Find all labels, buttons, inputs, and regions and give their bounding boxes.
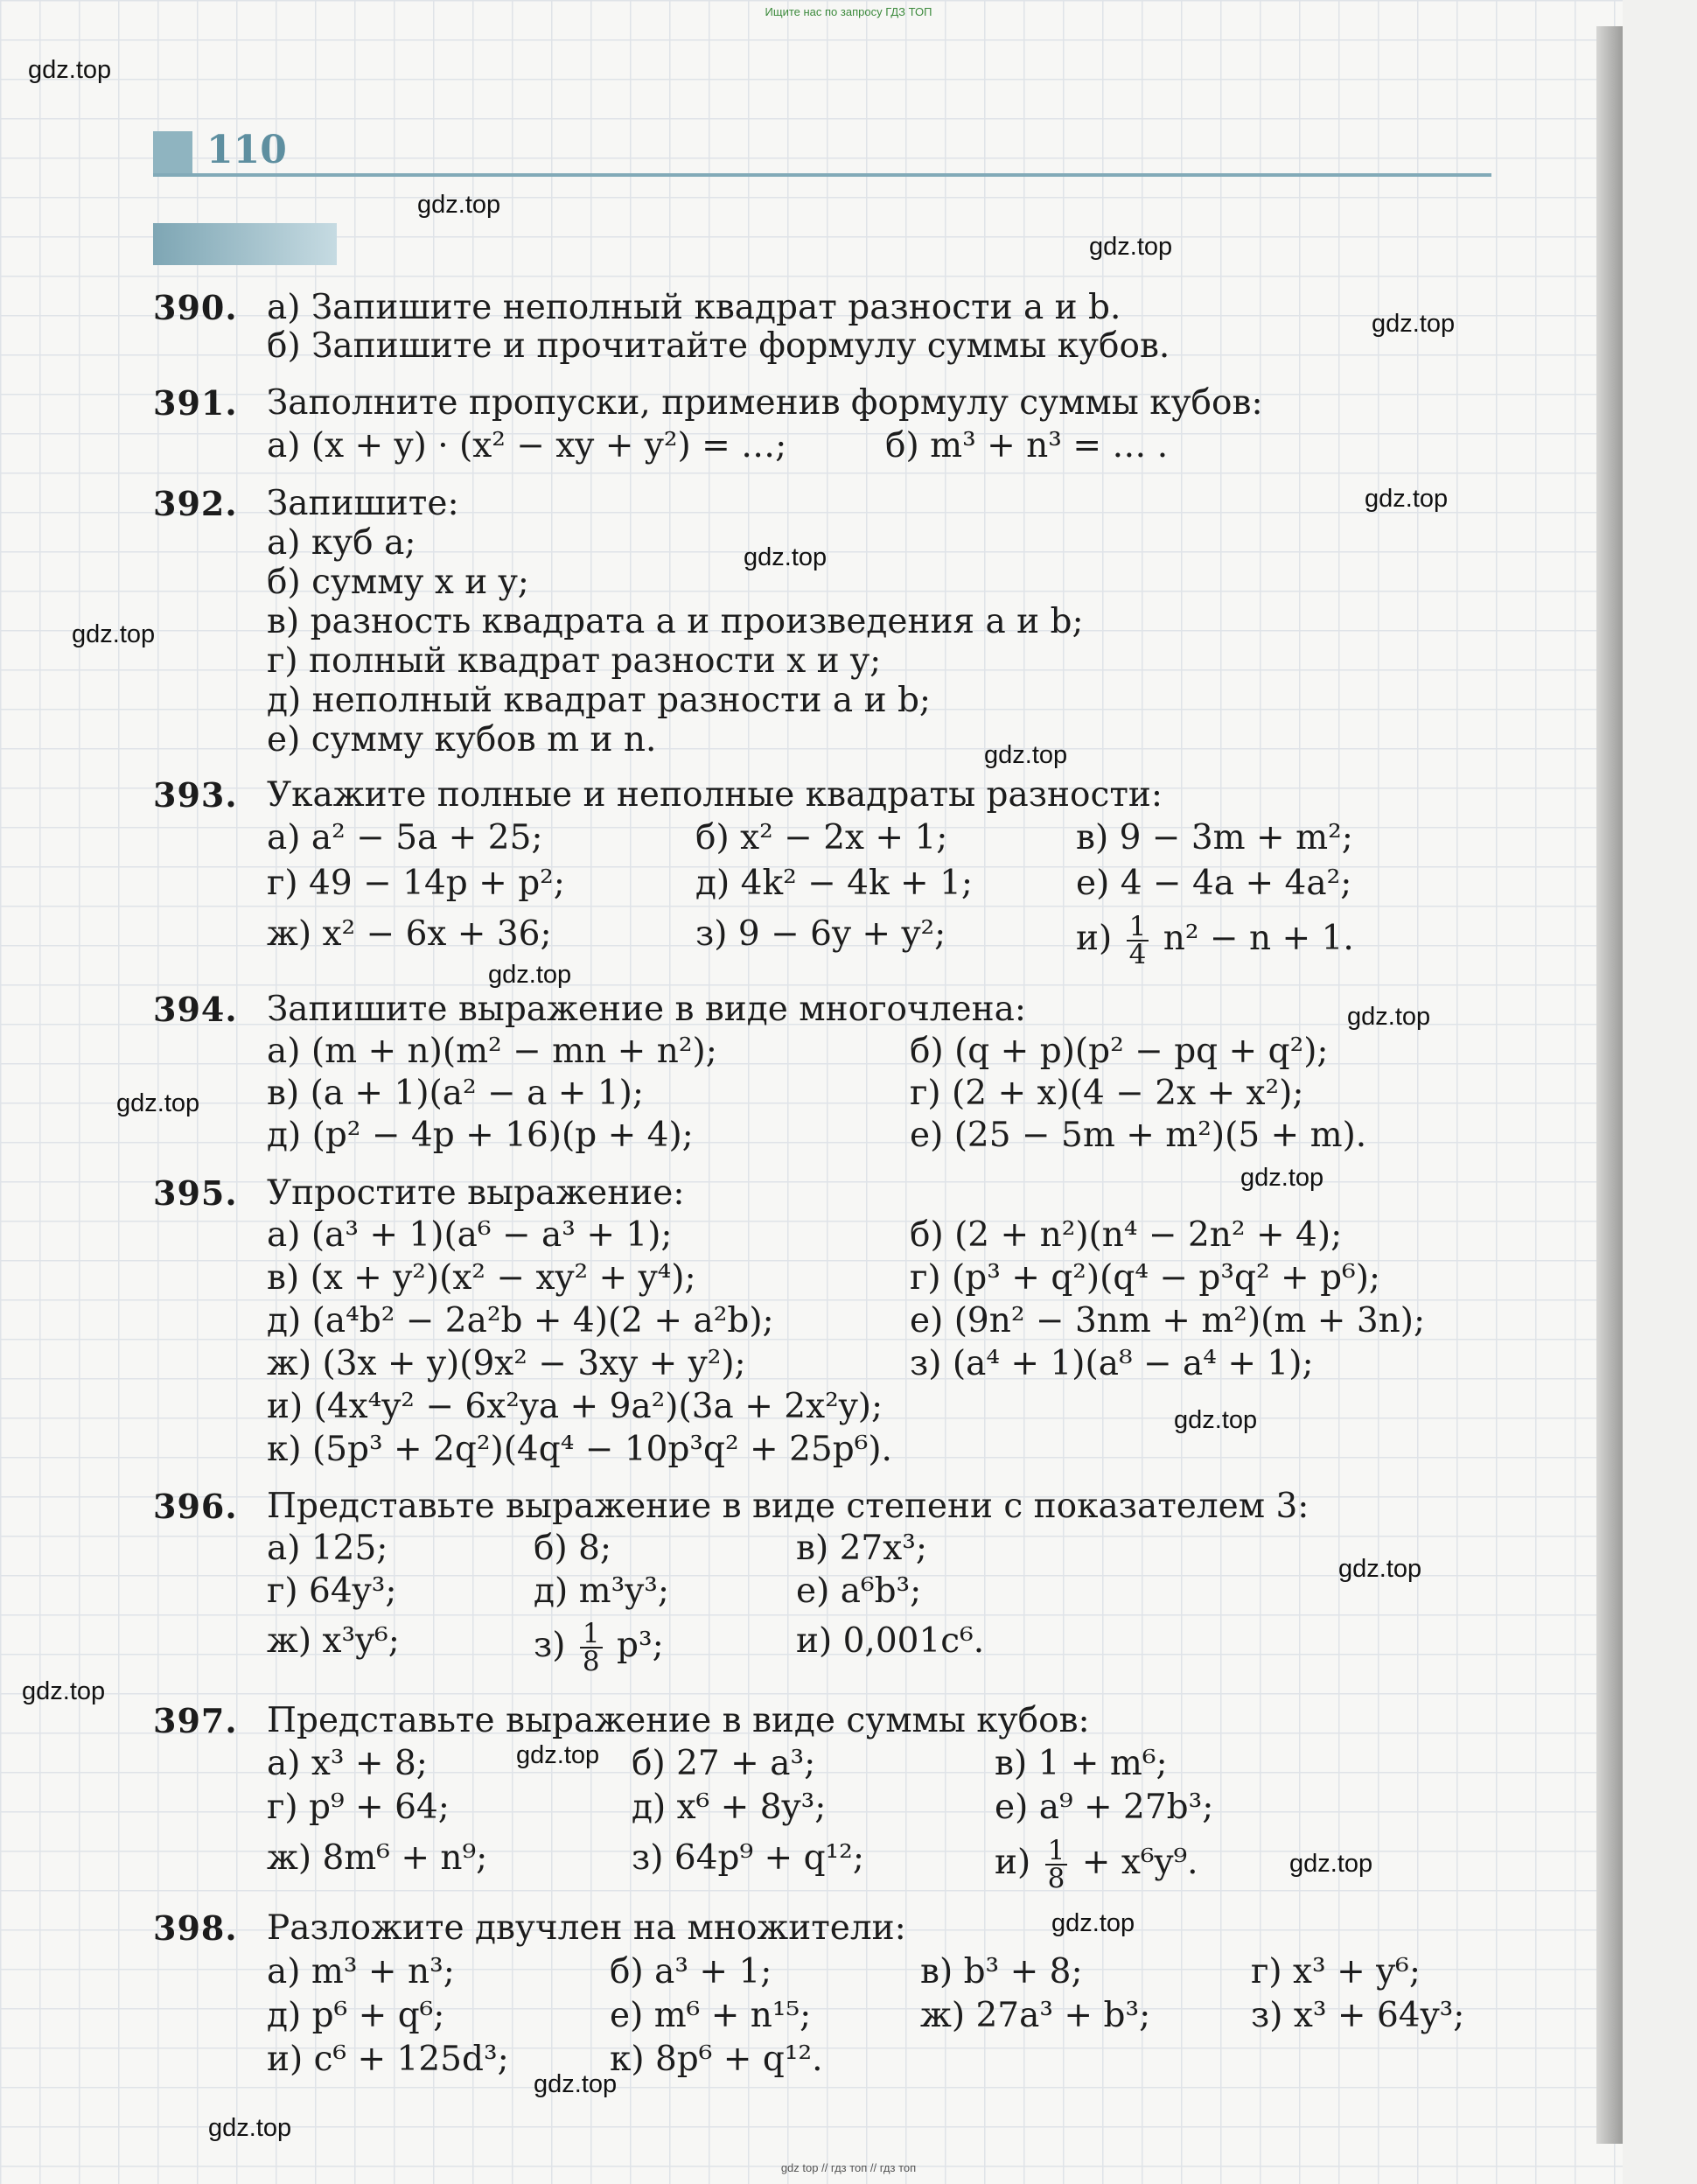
fraction	[1045, 1835, 1068, 1894]
problem-398-e: е) m⁶ + n¹⁵;	[610, 1996, 812, 2035]
problem-394-e: е) (25 − 5m + m²)(5 + m).	[910, 1116, 1367, 1155]
problem-393-i-rest: n² − n + 1.	[1163, 919, 1354, 958]
problem-392-item: б) сумму x и y;	[267, 563, 529, 602]
problem-395-v: в) (x + y²)(x² − xy² + y⁴);	[267, 1258, 696, 1298]
problem-397-v: в) 1 + m⁶;	[995, 1744, 1168, 1783]
fraction	[1127, 911, 1149, 970]
problem-393-title: Укажите полные и неполные квадраты разности:	[267, 775, 1163, 815]
header-accent-bar	[153, 223, 337, 265]
page-number-box	[153, 131, 192, 175]
problem-398-v: в) b³ + 8;	[920, 1952, 1083, 1992]
problem-395-zh: ж) (3x + y)(9x² − 3xy + y²);	[267, 1344, 746, 1383]
problem-395-i: и) (4x⁴y² − 6x²ya + 9a²)(3a + 2x²y);	[267, 1387, 883, 1426]
bottom-note: gdz top // гдз топ // гдз топ	[780, 2161, 917, 2174]
problem-393-zh: ж) x² − 6x + 36;	[267, 914, 552, 954]
watermark: gdz.top	[516, 1741, 600, 1769]
problem-number-392: 392.	[153, 484, 238, 523]
problem-398-d: д) p⁶ + q⁶;	[267, 1996, 445, 2035]
problem-392-title: Запишите:	[267, 484, 459, 523]
watermark: gdz.top	[1240, 1164, 1324, 1192]
fraction-numerator: 1	[580, 1620, 603, 1648]
problem-393-i-label: и)	[1076, 919, 1113, 958]
problem-number-391: 391.	[153, 383, 238, 423]
watermark: gdz.top	[984, 741, 1068, 769]
watermark: gdz.top	[1347, 1003, 1431, 1031]
watermark: gdz.top	[488, 961, 572, 989]
problem-398-k: к) 8p⁶ + q¹².	[610, 2040, 823, 2079]
problem-396-d: д) m³y³;	[534, 1572, 670, 1611]
problem-394-d: д) (p² − 4p + 16)(p + 4);	[267, 1116, 694, 1155]
fraction-numerator: 1	[1127, 914, 1149, 942]
watermark: gdz.top	[417, 191, 501, 219]
problem-390-b: б) Запишите и прочитайте формулу суммы кубов.	[267, 326, 1170, 366]
problem-398-zh: ж) 27a³ + b³;	[920, 1996, 1151, 2035]
problem-392-item: а) куб a;	[267, 523, 416, 563]
problem-396-i: и) 0,001c⁶.	[796, 1621, 985, 1661]
problem-number-398: 398.	[153, 1908, 238, 1948]
problem-393-d: д) 4k² − 4k + 1;	[695, 864, 974, 903]
problem-391-a: а) (x + y) · (x² − xy + y²) = …;	[267, 426, 787, 466]
watermark: gdz.top	[1051, 1909, 1135, 1937]
problem-396-a: а) 125;	[267, 1529, 388, 1568]
problem-398-b: б) a³ + 1;	[610, 1952, 772, 1992]
watermark: gdz.top	[28, 56, 112, 84]
problem-397-g: г) p⁹ + 64;	[267, 1788, 450, 1827]
problem-396-e: е) a⁶b³;	[796, 1572, 922, 1611]
problem-number-396: 396.	[153, 1487, 238, 1526]
fraction-denominator: 4	[1128, 939, 1147, 970]
problem-396-title: Представьте выражение в виде степени с показателем 3:	[267, 1487, 1309, 1526]
problem-397-zh: ж) 8m⁶ + n⁹;	[267, 1838, 488, 1878]
problem-396-v: в) 27x³;	[796, 1529, 927, 1568]
problem-397-a: а) x³ + 8;	[267, 1744, 428, 1783]
problem-396-z-label: з)	[534, 1626, 566, 1665]
problem-393-i	[1076, 911, 1354, 970]
problem-395-d: д) (a⁴b² − 2a²b + 4)(2 + a²b);	[267, 1301, 774, 1340]
problem-395-k: к) (5p³ + 2q²)(4q⁴ − 10p³q² + 25p⁶).	[267, 1430, 892, 1469]
fraction-numerator: 1	[1045, 1838, 1068, 1866]
problem-number-397: 397.	[153, 1701, 238, 1740]
watermark: gdz.top	[22, 1677, 106, 1705]
problem-397-e: е) a⁹ + 27b³;	[995, 1788, 1214, 1827]
problem-395-e: е) (9n² − 3nm + m²)(m + 3n);	[910, 1301, 1426, 1340]
problem-398-z: з) x³ + 64y³;	[1251, 1996, 1465, 2035]
problem-392-item: д) неполный квадрат разности a и b;	[267, 681, 932, 720]
problem-395-g: г) (p³ + q²)(q⁴ − p³q² + p⁶);	[910, 1258, 1381, 1298]
problem-397-i	[995, 1835, 1198, 1894]
problem-394-b: б) (q + p)(p² − pq + q²);	[910, 1032, 1329, 1071]
problem-398-i: и) c⁶ + 125d³;	[267, 2040, 509, 2079]
problem-397-b: б) 27 + a³;	[632, 1744, 816, 1783]
problem-392-item: е) сумму кубов m и n.	[267, 720, 657, 760]
problem-393-g: г) 49 − 14p + p²;	[267, 864, 565, 903]
problem-391-b: б) m³ + n³ = … .	[885, 426, 1169, 466]
problem-394-title: Запишите выражение в виде многочлена:	[267, 990, 1027, 1029]
problem-397-title: Представьте выражение в виде суммы кубов:	[267, 1701, 1090, 1740]
page-number: 110	[206, 128, 287, 172]
header-rule	[153, 173, 1491, 177]
watermark: gdz.top	[116, 1089, 200, 1117]
problem-395-b: б) (2 + n²)(n⁴ − 2n² + 4);	[910, 1215, 1343, 1255]
problem-393-e: е) 4 − 4a + 4a²;	[1076, 864, 1352, 903]
problem-395-a: а) (a³ + 1)(a⁶ − a³ + 1);	[267, 1215, 673, 1255]
problem-number-394: 394.	[153, 990, 238, 1029]
problem-number-390: 390.	[153, 288, 238, 327]
watermark: gdz.top	[1338, 1555, 1422, 1583]
problem-394-a: а) (m + n)(m² − mn + n²);	[267, 1032, 717, 1071]
page-edge-shadow	[1596, 26, 1623, 2144]
watermark: gdz.top	[1372, 310, 1456, 338]
problem-392-item: в) разность квадрата a и произведения a и b;	[267, 602, 1084, 641]
problem-397-i-label: и)	[995, 1843, 1031, 1882]
scan-margin	[1623, 0, 1697, 2184]
problem-396-g: г) 64y³;	[267, 1572, 397, 1611]
problem-393-a: а) a² − 5a + 25;	[267, 818, 543, 858]
problem-397-z: з) 64p⁹ + q¹²;	[632, 1838, 864, 1878]
watermark: gdz.top	[1174, 1406, 1258, 1434]
problem-391-title: Заполните пропуски, применив формулу суммы кубов:	[267, 383, 1263, 423]
watermark: gdz.top	[72, 620, 156, 648]
problem-394-g: г) (2 + x)(4 − 2x + x²);	[910, 1074, 1304, 1113]
problem-392-item: г) полный квадрат разности x и y;	[267, 641, 882, 681]
problem-number-395: 395.	[153, 1173, 238, 1213]
watermark: gdz.top	[1089, 233, 1173, 261]
watermark: gdz.top	[744, 543, 828, 571]
fraction	[580, 1620, 603, 1675]
problem-396-b: б) 8;	[534, 1529, 612, 1568]
problem-394-v: в) (a + 1)(a² − a + 1);	[267, 1074, 644, 1113]
top-note: Ищите нас по запросу ГДЗ ТОП	[765, 5, 932, 18]
problem-396-z-rest: p³;	[617, 1626, 664, 1665]
watermark: gdz.top	[208, 2114, 292, 2142]
watermark: gdz.top	[1365, 485, 1449, 513]
problem-393-b: б) x² − 2x + 1;	[695, 818, 948, 858]
problem-398-a: а) m³ + n³;	[267, 1952, 455, 1992]
problem-398-g: г) x³ + y⁶;	[1251, 1952, 1421, 1992]
problem-393-z: з) 9 − 6y + y²;	[695, 914, 946, 954]
problem-390-a: а) Запишите неполный квадрат разности a и b.	[267, 288, 1121, 327]
problem-396-zh: ж) x³y⁶;	[267, 1621, 400, 1661]
fraction-denominator: 8	[1047, 1863, 1065, 1894]
problem-395-title: Упростите выражение:	[267, 1173, 685, 1213]
problem-393-v: в) 9 − 3m + m²;	[1076, 818, 1353, 858]
problem-396-z	[534, 1620, 664, 1675]
problem-398-title: Разложите двучлен на множители:	[267, 1908, 906, 1948]
watermark: gdz.top	[1289, 1850, 1373, 1878]
problem-number-393: 393.	[153, 775, 238, 815]
fraction-denominator: 8	[582, 1646, 600, 1677]
problem-397-d: д) x⁶ + 8y³;	[632, 1788, 827, 1827]
problem-397-i-rest: + x⁶y⁹.	[1081, 1843, 1198, 1882]
problem-395-z: з) (a⁴ + 1)(a⁸ − a⁴ + 1);	[910, 1344, 1314, 1383]
watermark: gdz.top	[534, 2070, 618, 2098]
